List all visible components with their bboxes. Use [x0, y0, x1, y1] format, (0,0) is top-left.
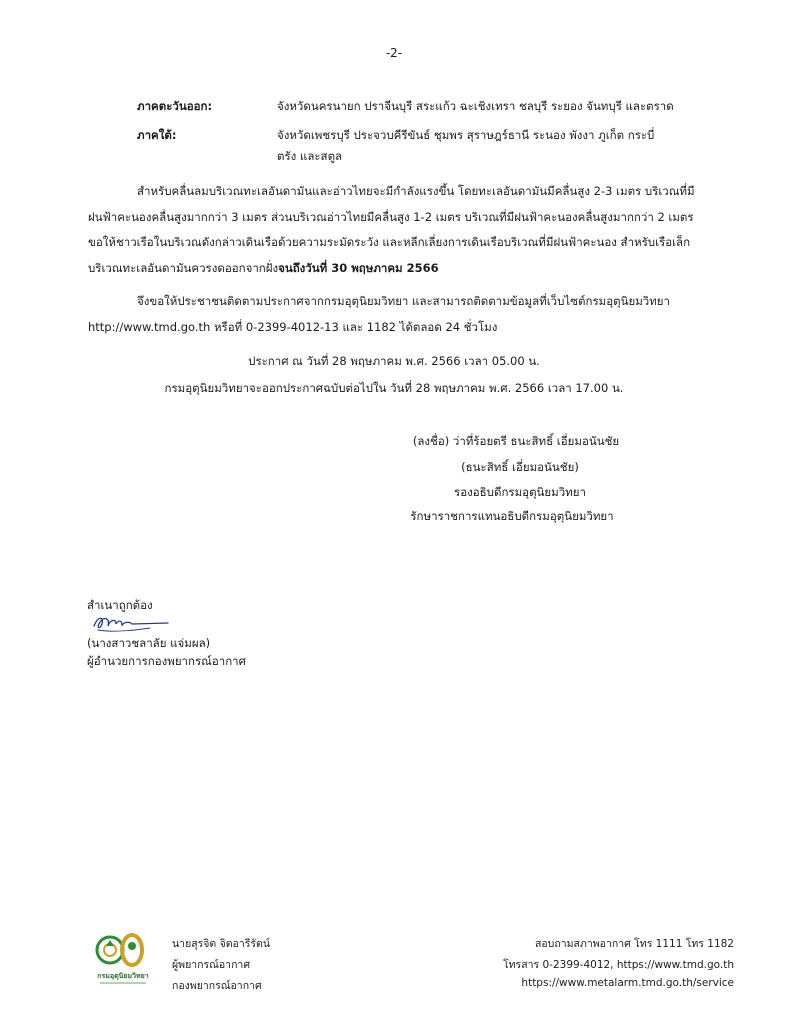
- paragraph-line: ขอให้ชาวเรือในบริเวณดังกล่าวเดินเรือด้วยความระมัดระวัง และหลีกเลี่ยงการเดินเรือบริเวณที่มีฝนฟ้าคะนอง สำหรับเรือเล็ก: [88, 235, 691, 249]
- footer-fax-website: โทรสาร 0-2399-4012, https://www.tmd.go.th: [503, 959, 734, 971]
- footer-forecaster-name: นายสุรจิต จิตอารีรัตน์: [172, 938, 271, 950]
- tmd-80-anniversary-logo: [90, 928, 156, 988]
- deadline-date: จนถึงวันที่ 30 พฤษภาคม 2566: [278, 260, 439, 275]
- signature-acting: รักษาราชการแทนอธิบดีกรมอุตุนิยมวิทยา: [410, 509, 614, 523]
- follow-paragraph: [88, 289, 728, 340]
- certified-copy-name: (นางสาวชลาลัย แจ่มผล): [87, 636, 211, 650]
- paragraph-line: สำหรับคลื่นลมบริเวณทะเลอันดามันและอ่าวไทยจะมีกำลังแรงขึ้น โดยทะเลอันดามันมีคลื่นสูง 2-3 เมตร บริเวณที่มี: [137, 184, 695, 198]
- footer-service-link[interactable]: https://www.metalarm.tmd.go.th/service: [521, 977, 734, 989]
- paragraph-line: จึงขอให้ประชาชนติดตามประกาศจากกรมอุตุนิยมวิทยา และสามารถติดตามข้อมูลที่เว็บไซต์กรมอุตุนิยมวิทยา: [137, 294, 671, 308]
- handwritten-signature: [90, 612, 170, 634]
- paragraph-line: ฝนฟ้าคะนองคลื่นสูงมากกว่า 3 เมตร ส่วนบริเวณอ่าวไทยมีคลื่นสูง 1-2 เมตร บริเวณที่มีฝนฟ้าคะนองคลื่นสูงมากกว่า 2 เมตร: [88, 209, 694, 224]
- region-label: ภาคใต้:: [137, 128, 177, 142]
- signature-signed: (ลงชื่อ) ว่าที่ร้อยตรี ธนะสิทธิ์ เอี่ยมอนันชัย: [412, 434, 620, 448]
- region-provinces: จังหวัดนครนายก ปราจีนบุรี สระแก้ว ฉะเชิงเทรา ชลบุรี ระยอง จันทบุรี และตราด: [277, 99, 674, 113]
- region-provinces: จังหวัดเพชรบุรี ประจวบคีรีขันธ์ ชุมพร สุราษฎร์ธานี ระนอง พังงา ภูเก็ต กระบี่: [277, 128, 655, 142]
- signature-position: รองอธิบดีกรมอุตุนิยมวิทยา: [454, 485, 586, 499]
- signature-name: (ธนะสิทธิ์ เอี่ยมอนันชัย): [461, 460, 579, 474]
- certified-copy-title: ผู้อำนวยการกองพยากรณ์อากาศ: [87, 654, 246, 668]
- paragraph-line: http://www.tmd.go.th หรือที่ 0-2399-4012-13 และ 1182 ได้ตลอด 24 ชั่วโมง: [88, 319, 498, 334]
- announcement-issued: ประกาศ ณ วันที่ 28 พฤษภาคม พ.ศ. 2566 เวลา 05.00 น.: [248, 354, 540, 368]
- region-label: ภาคตะวันออก:: [137, 99, 213, 113]
- footer-phone: สอบถามสภาพอากาศ โทร 1111 โทร 1182: [534, 938, 734, 950]
- certified-copy-label: สำเนาถูกต้อง: [87, 598, 153, 612]
- page-number: -2-: [385, 46, 403, 60]
- footer-forecaster-title: ผู้พยากรณ์อากาศ: [172, 959, 250, 971]
- announcement-next: กรมอุตุนิยมวิทยาจะออกประกาศฉบับต่อไปใน วันที่ 28 พฤษภาคม พ.ศ. 2566 เวลา 17.00 น.: [164, 381, 624, 395]
- wave-paragraph: [88, 179, 728, 281]
- footer-division: กองพยากรณ์อากาศ: [172, 980, 262, 992]
- region-provinces: ตรัง และสตูล: [277, 149, 343, 163]
- paragraph-line: บริเวณทะเลอันดามันควรงดออกจากฝั่งจนถึงวันที่ 30 พฤษภาคม 2566: [88, 260, 439, 275]
- logo-text: กรมอุตุนิยมวิทยา: [97, 972, 149, 980]
